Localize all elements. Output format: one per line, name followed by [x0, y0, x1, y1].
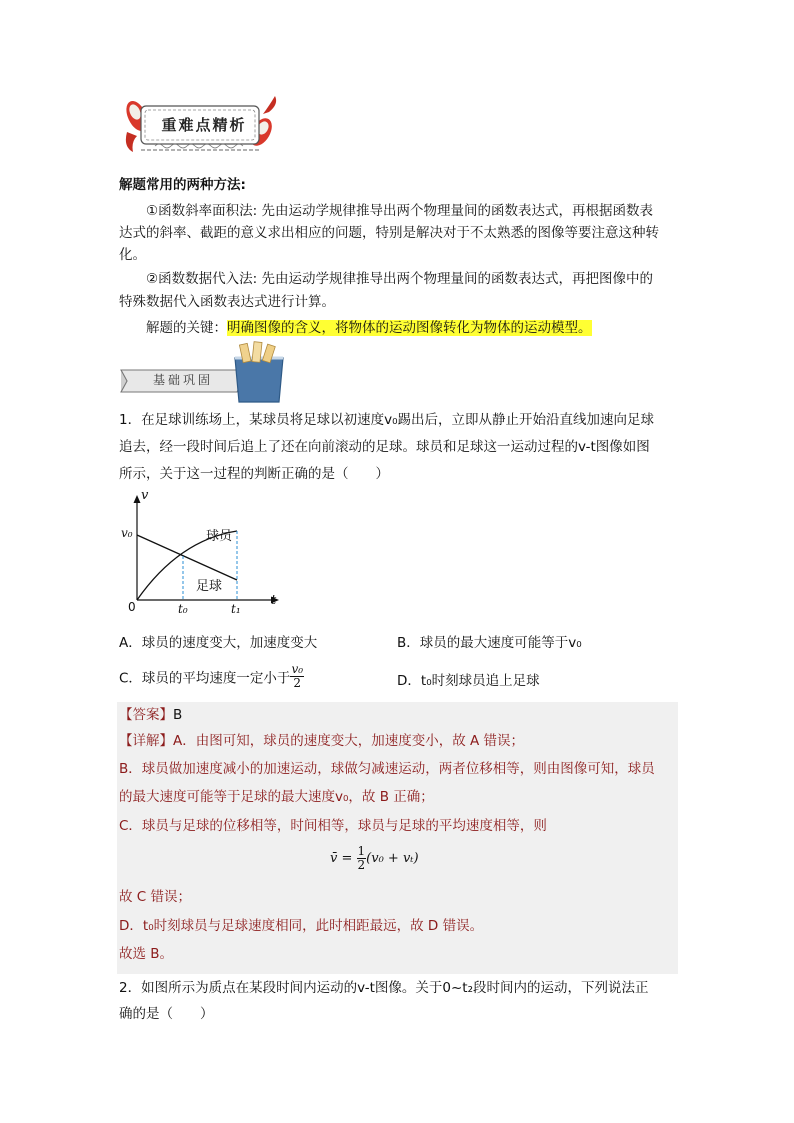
section2-title: 基础巩固 — [152, 373, 213, 387]
answer-value: B — [173, 707, 183, 723]
method2-line2: 特殊数据代入函数表达式进行计算。 — [119, 294, 335, 310]
x-tick-t0: t₀ — [178, 602, 188, 616]
q1-option-c-num: v₀ — [291, 662, 304, 676]
q2-line2: 确的是（ ） — [119, 1006, 214, 1022]
key-prefix: 解题的关键： — [146, 320, 227, 336]
answer-line — [119, 704, 679, 726]
formula-rhs: (v₀ + vₜ) — [366, 851, 419, 866]
method1-line3: 化。 — [119, 247, 146, 263]
detail-label: 【详解】 — [119, 733, 173, 749]
q1-line2: 追去，经一段时间后追上了还在向前滚动的足球。球员和足球这一运动过程的v-t图像如图 — [119, 439, 650, 455]
detail-b2: 的最大速度可能等于足球的最大速度v₀，故 B 正确； — [119, 789, 434, 805]
detail-a-line — [119, 730, 679, 752]
label-player: 球员 — [206, 529, 233, 544]
q1-option-a: A．球员的速度变大，加速度变大 — [119, 635, 318, 651]
detail-d: D．t₀时刻球员与足球速度相同，此时相距最远，故 D 错误。 — [119, 918, 484, 934]
method2-line1: ②函数数据代入法: 先由运动学规律推导出两个物理量间的函数表达式，再把图像中的 — [146, 271, 653, 287]
section-banner-basics — [117, 340, 289, 406]
formula-num: 1 — [357, 844, 366, 858]
y-tick-v0: v₀ — [121, 526, 133, 540]
banner-title: 重难点精析 — [161, 116, 247, 134]
method1-line1: ①函数斜率面积法: 先由运动学规律推导出两个物理量间的函数表达式，再根据函数表 — [146, 203, 653, 219]
section-banner-key-analysis — [119, 92, 279, 160]
formula-lhs: v̄ = — [330, 851, 353, 866]
q1-line3: 所示，关于这一过程的判断正确的是（ ） — [119, 466, 389, 482]
q1-option-d: D．t₀时刻球员追上足球 — [397, 673, 540, 689]
x-tick-t1: t₁ — [231, 602, 241, 616]
detail-b1: B．球员做加速度减小的加速运动，球做匀减速运动，两者位移相等，则由图像可知，球员 — [119, 761, 655, 777]
formula-den: 2 — [357, 858, 366, 872]
detail-a: A．由图可知，球员的速度变大，加速度变小，故 A 错误； — [173, 733, 525, 749]
formula-average-velocity — [330, 845, 419, 872]
q2-line1: 2．如图所示为质点在某段时间内运动的v-t图像。关于0~t₂段时间内的运动，下列说法正 — [119, 980, 649, 996]
key-point — [119, 317, 679, 339]
method1-line2: 达式的斜率、截距的意义求出相应的问题，特别是解决对于不太熟悉的图像等要注意这种转 — [119, 225, 659, 241]
y-axis-arrow-icon — [134, 495, 141, 503]
y-axis-label: v — [141, 488, 149, 503]
conclusion: 故选 B。 — [119, 946, 174, 962]
q1-line1: 1．在足球训练场上，某球员将足球以初速度v₀踢出后，立即从静止开始沿直线加速向足球 — [119, 412, 654, 428]
q1-option-c-text: C．球员的平均速度一定小于 — [119, 670, 291, 687]
vt-chart — [119, 488, 289, 620]
label-ball: 足球 — [196, 579, 223, 594]
answer-label: 【答案】 — [119, 707, 173, 723]
detail-c2: 故 C 错误； — [119, 889, 192, 905]
q1-option-c — [119, 663, 304, 690]
x-tick-origin: 0 — [128, 600, 136, 614]
key-highlight: 明确图像的含义，将物体的运动图像转化为物体的运动模型。 — [227, 320, 592, 336]
q1-option-b: B．球员的最大速度可能等于v₀ — [397, 635, 582, 651]
detail-c1: C．球员与足球的位移相等，时间相等，球员与足球的平均速度相等，则 — [119, 818, 547, 834]
x-axis-label: t — [271, 593, 277, 608]
methods-heading: 解题常用的两种方法: — [119, 177, 246, 193]
q1-option-c-den: 2 — [293, 676, 302, 690]
